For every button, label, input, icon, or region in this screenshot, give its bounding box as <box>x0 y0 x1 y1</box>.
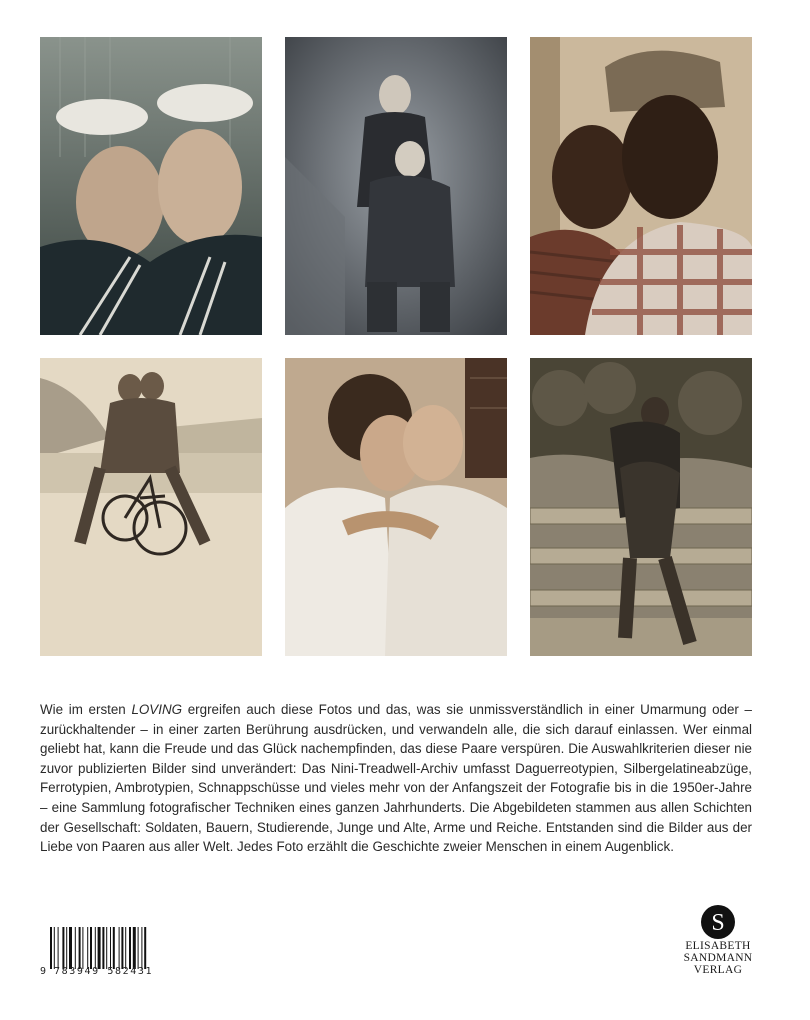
barcode-digits: 783949 582431 <box>54 966 154 977</box>
description-body: ergreifen auch diese Fotos und das, was sie unmissverständlich in einer Umarmung oder – zurückhaltender – in einer zarten Berührung ausdrücken, und verwandeln alle, die sich darauf einlassen. Wer einmal geliebt hat, kann die Freude und das Glück nachempfinden, das diese Paare verspüren. Die Auswahlkriterien dieser nie zuvor publizierten Bilder sind unverändert: Das Nini-Treadwell-Archiv umfasst Daguerreotypien, Silbergelatineabzüge, Ferrotypien, Ambrotypien, Schnappschüsse und vieles mehr von der Anfangszeit der Fotografie bis in die 1950er-Jahre – eine Sammlung fotografischer Techniken eines ganzen Jahrhunderts. Die Abgebildeten stammen aus allen Schichten der Gesellschaft: Soldaten, Bauern, Studierende, Junge und Alte, Arme und Reiche. Entstanden sind die Bilder aus der Liebe von Paaren aus aller Welt. Jedes Foto erzählt die Geschichte zweier Menschen in einem Augenblick. <box>40 702 752 855</box>
photo-bicycle-beach <box>40 358 262 656</box>
photo-kiss <box>285 358 507 656</box>
photo-tintype-pair <box>285 37 507 335</box>
photo-sailors <box>40 37 262 335</box>
book-title-loving: LOVING <box>131 702 183 717</box>
description-text <box>40 700 752 857</box>
isbn-barcode <box>40 924 170 980</box>
svg-text:S: S <box>711 910 725 936</box>
photo-fence-embrace <box>530 358 752 656</box>
publisher-name-line3: VERLAG <box>693 964 743 976</box>
publisher-name-line2: SANDMANN <box>683 952 753 964</box>
publisher-name-line1: ELISABETH <box>685 940 751 952</box>
barcode-lead-digit: 9 <box>40 966 47 977</box>
photo-booth-pair <box>530 37 752 335</box>
publisher-s-icon <box>700 904 736 940</box>
publisher-logo <box>668 904 768 976</box>
barcode-bars <box>50 927 168 969</box>
description-intro: Wie im ersten <box>40 702 132 717</box>
